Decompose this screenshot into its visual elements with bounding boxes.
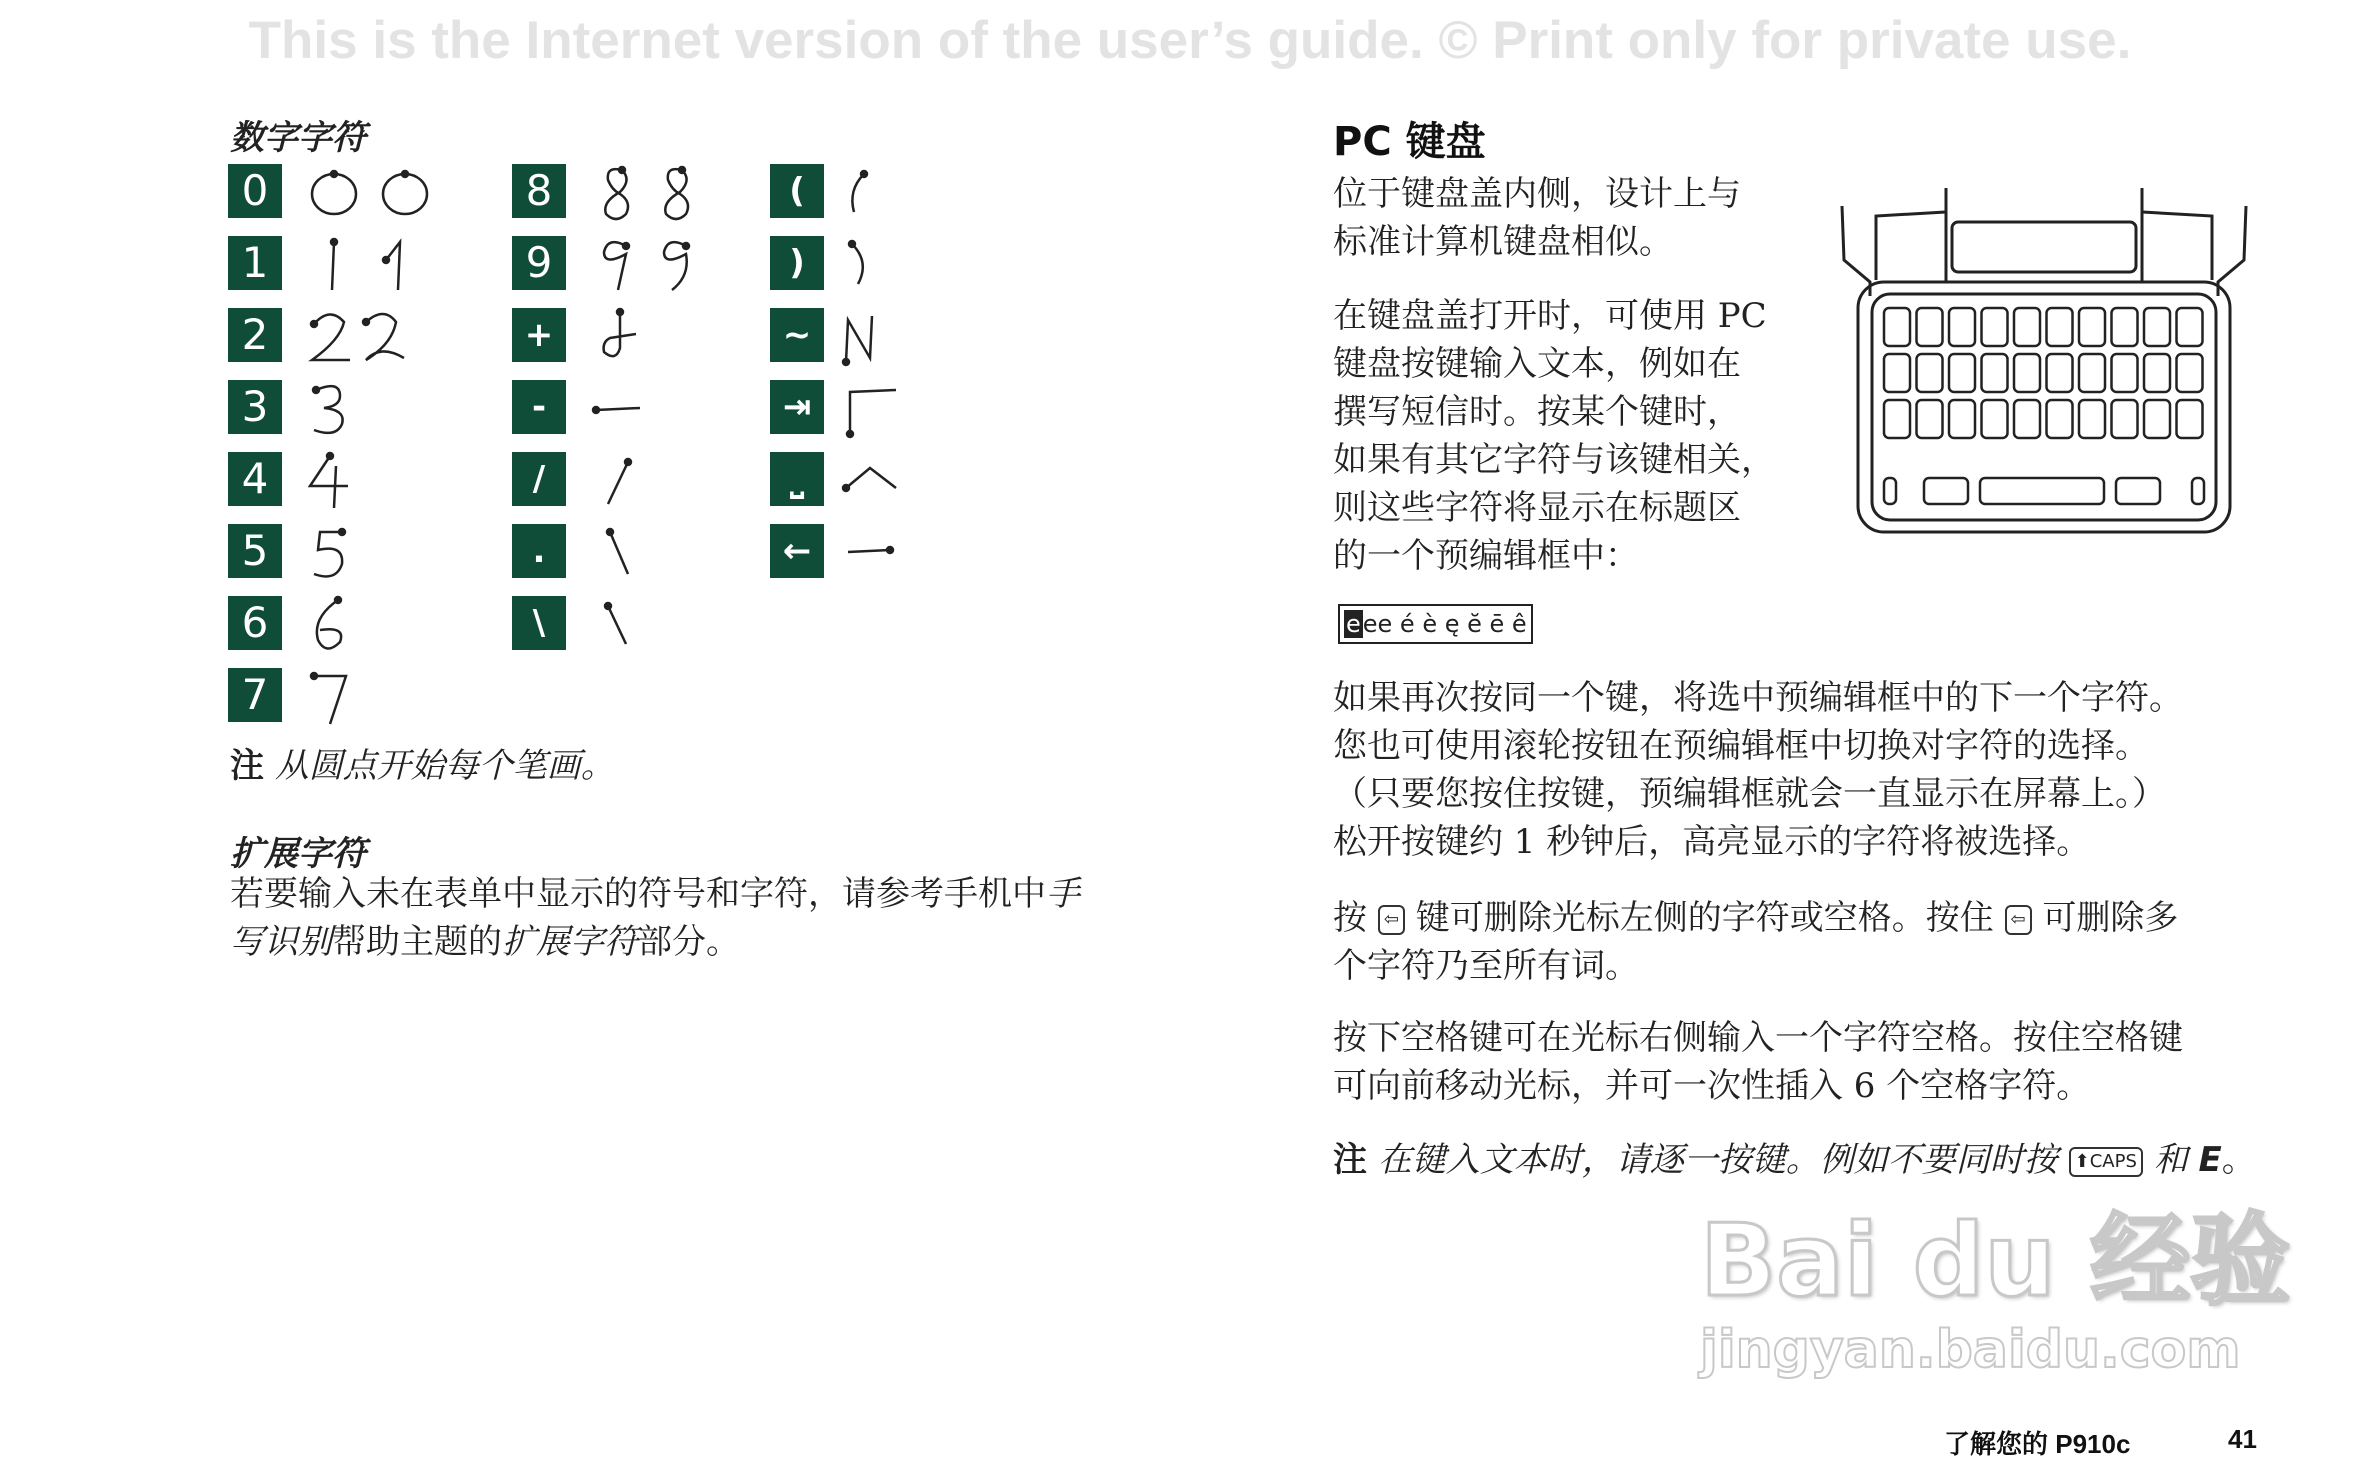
keyboard-space-key xyxy=(1980,478,2104,504)
backspace-key-icon: ⇦ xyxy=(1378,905,1405,935)
key-minus: - xyxy=(512,380,566,434)
keyboard-key xyxy=(2192,478,2204,504)
open-line-4: 如果有其它字符与该键相关， xyxy=(1333,440,1775,480)
stroke-close-paren-icon xyxy=(836,232,916,296)
key-slash: / xyxy=(512,452,566,506)
para3-line-2: 可向前移动光标，并可一次性插入 6 个空格字符。 xyxy=(1333,1066,2091,1106)
key-4: 4 xyxy=(228,452,282,506)
keyboard-key xyxy=(2116,478,2160,504)
stroke-2-icon xyxy=(300,304,440,368)
backspace-key-icon-2: ⇦ xyxy=(2005,905,2032,935)
para2-b: 键可删除光标左侧的字符或空格。按住 xyxy=(1415,898,1994,938)
note-text-a: 在键入文本时，请逐一按键。例如不要同时按 xyxy=(1377,1140,2058,1180)
ext-text-1a: 若要输入未在表单中显示的符号和字符，请参考手机中 xyxy=(230,874,1046,914)
keyboard-key xyxy=(1982,354,2008,392)
open-line-1: 在键盘盖打开时，可使用 PC xyxy=(1333,296,1767,336)
keyboard-key xyxy=(1884,354,1910,392)
preedit-box xyxy=(1338,604,1533,644)
keyboard-key xyxy=(2079,308,2105,346)
preedit-selected-char: e xyxy=(1346,610,1361,638)
para1-line-2: 您也可使用滚轮按钮在预编辑框中切换对字符的选择。 xyxy=(1333,726,2149,766)
key-8: 8 xyxy=(512,164,566,218)
page-number: 41 xyxy=(2228,1424,2257,1454)
stroke-0-icon xyxy=(300,160,440,224)
ext-text-2b: 帮助主题的 xyxy=(332,922,502,962)
caps-key-icon: ⬆CAPS xyxy=(2069,1147,2143,1177)
key-backspace: ← xyxy=(770,524,824,578)
key-tab: ⇥ xyxy=(770,380,824,434)
keyboard-key xyxy=(1949,354,1975,392)
private-use-banner: This is the Internet version of the user’s guide. © Print only for private use. xyxy=(248,11,2132,70)
baidu-watermark xyxy=(1700,1180,2291,1390)
keyboard-key xyxy=(2079,400,2105,438)
pc-keyboard-illustration xyxy=(1838,186,2250,542)
para2-line-1 xyxy=(1333,894,2178,942)
keyboard-key xyxy=(2014,400,2040,438)
key-plus: + xyxy=(512,308,566,362)
stroke-space-icon xyxy=(836,448,916,512)
stroke-tilde-icon xyxy=(836,304,916,368)
keyboard-key xyxy=(1949,308,1975,346)
para2-a: 按 xyxy=(1333,898,1367,938)
ext-text-2d: 部分。 xyxy=(638,922,740,962)
keyboard-key xyxy=(2144,354,2170,392)
digits-note xyxy=(230,742,615,790)
stroke-8-icon xyxy=(586,160,726,224)
keyboard-key xyxy=(2177,400,2203,438)
stroke-3-icon xyxy=(300,376,440,440)
para1-line-1: 如果再次按同一个键，将选中预编辑框中的下一个字符。 xyxy=(1333,678,2183,718)
para3-line-1: 按下空格键可在光标右侧输入一个字符空格。按住空格键 xyxy=(1333,1018,2183,1058)
stroke-minus-icon xyxy=(586,376,726,440)
keyboard-key xyxy=(1917,354,1943,392)
note-text-b: 和 xyxy=(2153,1140,2188,1180)
repeat-press-text xyxy=(1333,674,2183,866)
note-text: 从圆点开始每个笔画。 xyxy=(274,746,615,786)
stroke-1-icon xyxy=(300,232,440,296)
pc-keyboard-heading: PC 键盘 xyxy=(1333,119,1486,165)
keyboard-key xyxy=(2014,308,2040,346)
keyboard-key xyxy=(1884,478,1896,504)
key-period: . xyxy=(512,524,566,578)
key-6: 6 xyxy=(228,596,282,650)
stroke-tab-icon xyxy=(836,376,916,440)
ext-text-2a: 写识别 xyxy=(230,922,332,962)
stroke-period-icon xyxy=(586,520,726,584)
para1-line-4: 松开按键约 1 秒钟后，高亮显示的字符将被选择。 xyxy=(1333,822,2091,862)
keyboard-key xyxy=(1982,308,2008,346)
keyboard-key xyxy=(2112,400,2138,438)
keyboard-key xyxy=(1949,400,1975,438)
keyboard-key xyxy=(1924,478,1968,504)
keyboard-key xyxy=(2047,400,2073,438)
keyboard-key xyxy=(2079,354,2105,392)
intro-line-1: 位于键盘盖内侧，设计上与 xyxy=(1333,174,1741,214)
stroke-4-icon xyxy=(300,448,440,512)
key-5: 5 xyxy=(228,524,282,578)
para1-line-3: （只要您按住按键，预编辑框就会一直显示在屏幕上。） xyxy=(1333,774,2166,814)
delete-text xyxy=(1333,894,2178,990)
digits-heading: 数字字符 xyxy=(230,118,366,158)
open-line-5: 则这些字符将显示在标题区 xyxy=(1333,488,1741,528)
keyboard-key xyxy=(2014,354,2040,392)
keyboard-open-text xyxy=(1333,292,1775,580)
keyboard-key xyxy=(1884,308,1910,346)
stroke-6-icon xyxy=(300,592,440,656)
para2-c: 可删除多 xyxy=(2042,898,2179,938)
key-1: 1 xyxy=(228,236,282,290)
key-9: 9 xyxy=(512,236,566,290)
note-text-d: 。 xyxy=(2221,1140,2256,1180)
typing-note xyxy=(1333,1136,2256,1184)
ext-text-2c: 扩展字符 xyxy=(502,922,638,962)
ext-text-1b: 手 xyxy=(1046,874,1080,914)
note-label: 注 xyxy=(230,746,264,786)
stroke-backspace-icon xyxy=(836,520,916,584)
watermark-url: jingyan.baidu.com xyxy=(1700,1320,2241,1380)
key-backslash: \ xyxy=(512,596,566,650)
stroke-backslash-icon xyxy=(586,592,726,656)
keyboard-key xyxy=(2177,354,2203,392)
note-label-right: 注 xyxy=(1333,1140,1367,1180)
key-0: 0 xyxy=(228,164,282,218)
key-close-paren: ) xyxy=(770,236,824,290)
extended-chars-text xyxy=(230,870,1080,966)
extended-chars-heading: 扩展字符 xyxy=(230,834,366,874)
keyboard-key xyxy=(2112,308,2138,346)
keyboard-key xyxy=(2177,308,2203,346)
keyboard-key xyxy=(1982,400,2008,438)
open-line-6: 的一个预编辑框中： xyxy=(1333,536,1639,576)
key-space: ⎵ xyxy=(770,452,824,506)
keyboard-key xyxy=(1917,308,1943,346)
keyboard-key xyxy=(2144,308,2170,346)
key-2: 2 xyxy=(228,308,282,362)
intro-line-2: 标准计算机键盘相似。 xyxy=(1333,222,1673,262)
extended-line-1 xyxy=(230,870,1080,918)
para2-line-2: 个字符乃至所有词。 xyxy=(1333,946,1639,986)
open-line-3: 撰写短信时。按某个键时， xyxy=(1333,392,1741,432)
stroke-9-icon xyxy=(586,232,726,296)
keyboard-key xyxy=(2112,354,2138,392)
key-open-paren: ( xyxy=(770,164,824,218)
pc-intro xyxy=(1333,170,1741,266)
open-line-2: 键盘按键输入文本，例如在 xyxy=(1333,344,1741,384)
preedit-candidates: ee é è ę ĕ ē ê xyxy=(1362,610,1527,638)
watermark-brand: Bai du 经验 xyxy=(1700,1202,2291,1319)
stroke-5-icon xyxy=(300,520,440,584)
extended-line-2 xyxy=(230,918,1080,966)
key-7: 7 xyxy=(228,668,282,722)
stroke-open-paren-icon xyxy=(836,160,916,224)
note-key-e: E xyxy=(2198,1140,2222,1180)
footer-title: 了解您的 P910c xyxy=(1944,1429,2131,1459)
keyboard-key xyxy=(2047,354,2073,392)
keyboard-key xyxy=(1884,400,1910,438)
keyboard-key xyxy=(1917,400,1943,438)
stroke-plus-icon xyxy=(586,304,726,368)
space-key-text xyxy=(1333,1014,2183,1110)
key-3: 3 xyxy=(228,380,282,434)
key-tilde: ~ xyxy=(770,308,824,362)
keyboard-key xyxy=(2144,400,2170,438)
stroke-7-icon xyxy=(300,664,440,728)
keyboard-key xyxy=(2047,308,2073,346)
stroke-slash-icon xyxy=(586,448,726,512)
